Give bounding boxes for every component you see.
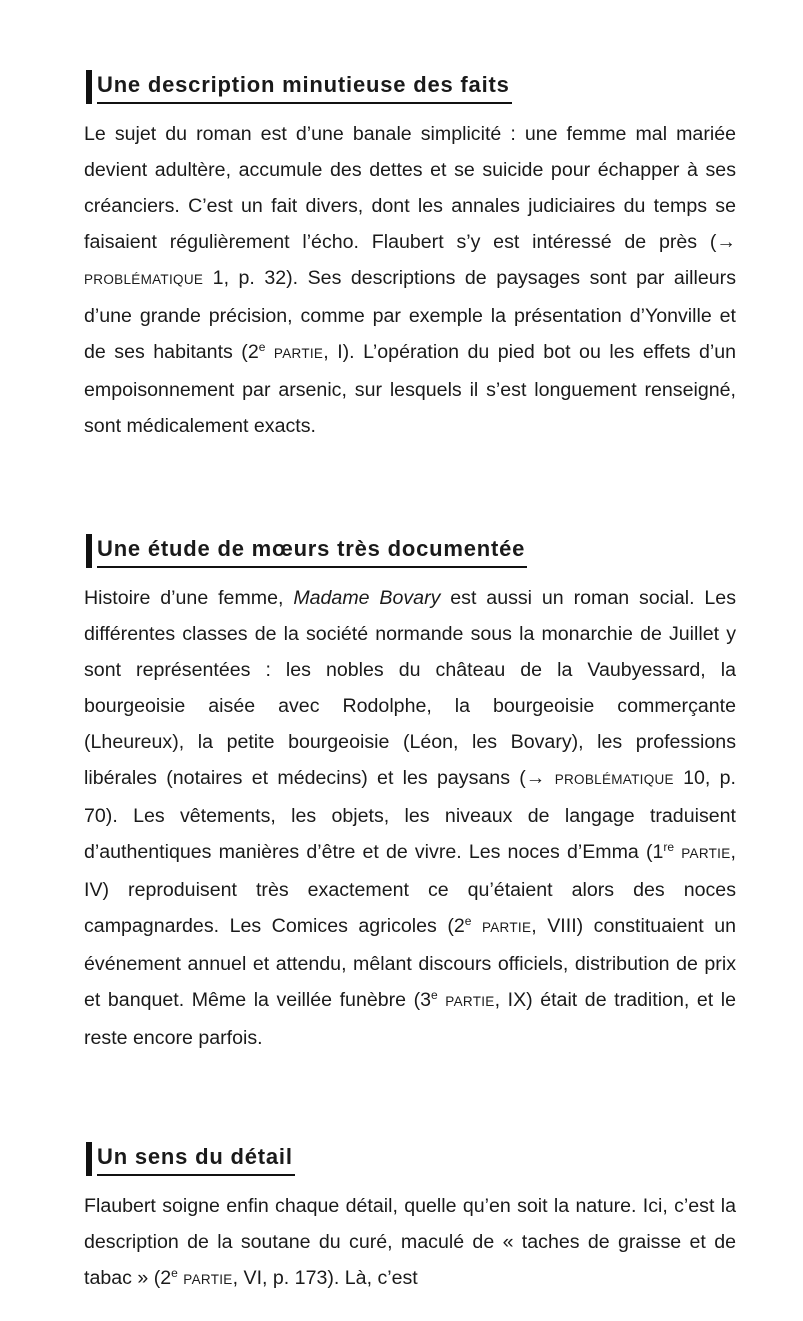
ordinal-superscript: e [464,914,472,928]
section-paragraph-3 [84,1188,736,1298]
text-run: , VIII) constituaient un événement annuel et attendu, mêlant discours officiels, distribution de prix et banquet. Même la veillée funèbre (3 [84,915,736,1011]
ordinal-superscript: re [663,840,675,854]
section-title: Une description minutieuse des faits [97,70,512,104]
small-caps-term: PARTIE [445,994,495,1009]
text-run [471,915,482,937]
text-run: , VI, p. 173). Là, c’est [232,1267,418,1289]
ordinal-superscript: e [171,1266,178,1280]
text-run: 1, p. 32). Ses descriptions de paysages sont par ailleurs d’une grande précision, comme par exemple la présentation d’Yonville et de ses habitants (2 [84,267,736,363]
heading-bar [86,534,92,568]
section-paragraph-1 [84,116,736,444]
text-run: Flaubert soigne enfin chaque détail, quelle qu’en soit la nature. Ici, c’est la description de la soutane du curé, maculé de « taches de graisse et de tabac » (2 [84,1195,736,1289]
small-caps-term: PROBLÉMATIQUE [554,772,674,787]
text-run: , IX) était de tradition, et le reste encore parfois. [84,989,736,1049]
section-heading-2 [86,534,527,568]
text-run: Le sujet du roman est d’une banale simplicité : une femme mal mariée devient adultère, accumule des dettes et se suicide pour échapper à ses créanciers. C’est un fait divers, dont les annales judiciaires du temps se faisaient régulièrement l’écho. Flaubert s’y est intéressé de près (→ [84,123,736,253]
text-run: , IV) reproduisent très exactement ce qu’étaient alors des noces campagnardes. Les Comices agricoles (2 [84,841,736,937]
ordinal-superscript: e [258,340,266,354]
section-paragraph-2 [84,580,736,1056]
heading-bar [86,1142,92,1176]
section-title: Un sens du détail [97,1142,295,1176]
heading-bar [86,70,92,104]
section-title: Une étude de mœurs très documentée [97,534,527,568]
section-heading-1 [86,70,512,104]
small-caps-term: PARTIE [183,1272,233,1287]
text-run: 10, p. 70). Les vêtements, les objets, les niveaux de langage traduisent d’authentiques manières d’être et de vivre. Les noces d’Emma (1 [84,767,737,863]
text-run: Histoire d’une femme, [84,587,294,609]
text-run [265,341,274,363]
small-caps-term: PARTIE [681,846,731,861]
small-caps-term: PARTIE [273,346,324,361]
small-caps-term: PARTIE [481,920,532,935]
ordinal-superscript: e [431,988,438,1002]
section-heading-3 [86,1142,295,1176]
small-caps-term: PROBLÉMATIQUE [84,272,204,287]
text-run: , I). L’opération du pied bot ou les effets d’un empoisonnement par arsenic, sur lesquels il s’est longuement renseigné, sont médicalement exacts. [84,341,736,437]
text-run: est aussi un roman social. Les différentes classes de la société normande sous la monarchie de Juillet y sont représentées : les nobles du château de la Vaubyessard, la bourgeoisie aisée avec Rodolphe, la bourgeoisie commerçante (Lheureux), la petite bourgeoisie (Léon, les Bovary), les professions libérales (notaires et médecins) et les paysans (→ [84,587,736,789]
italic-title: Madame Bovary [293,587,441,609]
